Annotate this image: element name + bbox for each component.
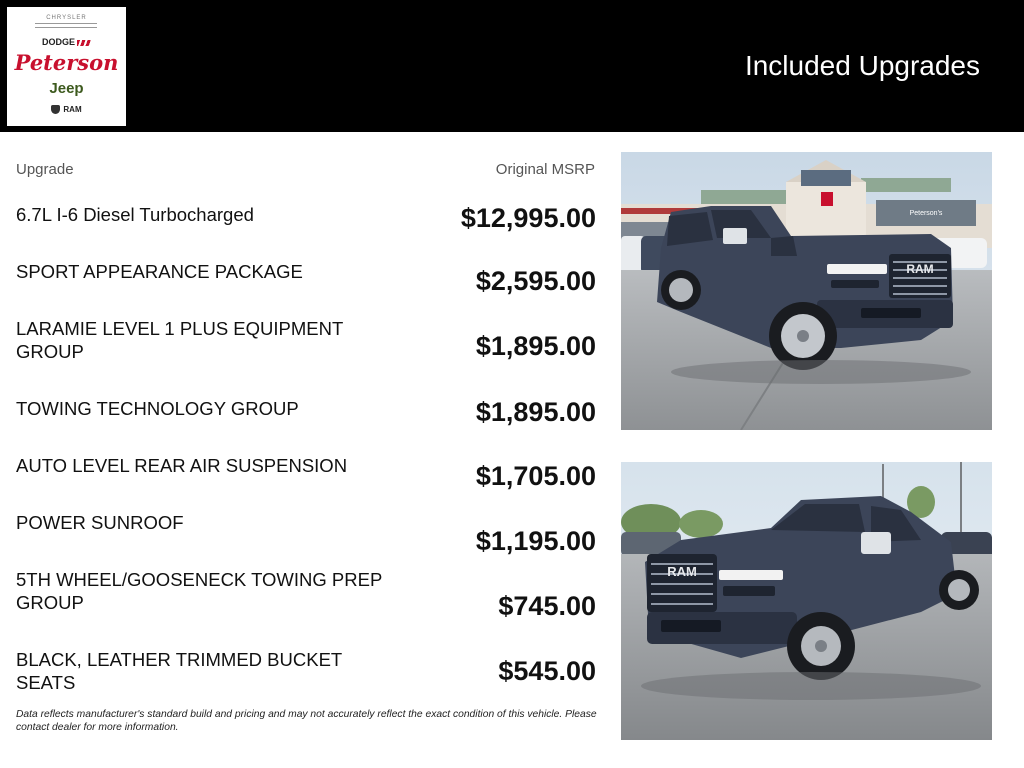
header-bar — [0, 0, 1024, 132]
upgrade-name: TOWING TECHNOLOGY GROUP — [16, 398, 299, 419]
upgrade-name: SPORT APPEARANCE PACKAGE — [16, 261, 303, 282]
upgrade-price: $2,595.00 — [475, 266, 596, 296]
truck-photo-bottom — [621, 462, 992, 740]
chrysler-logo-text: CHRYSLER — [46, 15, 87, 21]
ram-logo-text: RAM — [63, 105, 82, 114]
upgrade-name: BLACK, LEATHER TRIMMED BUCKET SEATS — [16, 649, 342, 693]
upgrade-name: 5TH WHEEL/GOOSENECK TOWING PREP GROUP — [16, 569, 382, 613]
dealer-logo — [7, 7, 126, 126]
dodge-logo-text: DODGE — [41, 37, 75, 47]
grille-badge: RAM — [667, 564, 697, 579]
upgrade-column-header: Upgrade — [16, 161, 74, 178]
upgrade-price: $545.00 — [498, 656, 596, 686]
chrysler-wings-icon — [35, 23, 97, 28]
upgrade-price: $1,895.00 — [475, 331, 596, 361]
upgrade-name: LARAMIE LEVEL 1 PLUS EQUIPMENT GROUP — [16, 318, 343, 362]
jeep-logo-text: Jeep — [49, 80, 84, 97]
truck-front-three-quarter-photo-icon — [621, 152, 992, 430]
upgrade-price: $12,995.00 — [460, 203, 596, 233]
upgrade-price: $1,195.00 — [475, 526, 596, 556]
msrp-column-header: Original MSRP — [495, 161, 595, 178]
dodge-logo — [7, 37, 126, 47]
upgrade-name: POWER SUNROOF — [16, 512, 184, 533]
upgrade-name: AUTO LEVEL REAR AIR SUSPENSION — [16, 455, 348, 476]
ram-logo — [7, 105, 126, 114]
upgrade-price: $1,705.00 — [475, 461, 596, 491]
ram-head-icon — [51, 105, 60, 114]
disclaimer-text: Data reflects manufacturer's standard build and pricing and may not accurately reflect the exact condition of this vehicle. Please contact dealer for more information. — [16, 709, 597, 733]
dodge-stripes-icon — [77, 40, 91, 46]
peterson-logo-text: Peterson — [14, 50, 119, 75]
grille-badge: RAM — [906, 262, 934, 276]
upgrade-name: 6.7L I-6 Diesel Turbocharged — [16, 204, 254, 225]
truck-photo-top — [621, 152, 992, 430]
upgrade-price: $1,895.00 — [475, 397, 596, 427]
page-title: Included Upgrades — [744, 50, 980, 81]
dealership-sign: Peterson's — [909, 210, 943, 217]
truck-front-three-quarter-photo-icon — [621, 462, 992, 740]
upgrade-price: $745.00 — [498, 591, 596, 621]
